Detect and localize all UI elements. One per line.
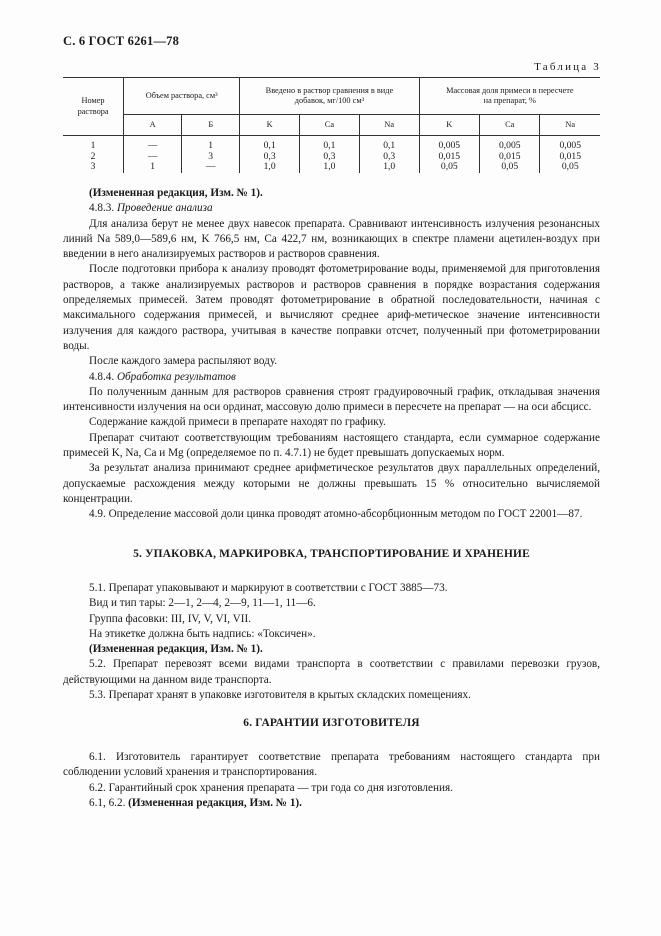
table-cell: 3 bbox=[182, 152, 240, 163]
paragraph: 4.9. Определение массовой доли цинка проводят атомно-абсорбционным методом по ГОСТ 22001—87. bbox=[89, 508, 583, 521]
col-added-header: Введено в раствор сравнения в виде добавок, мг/100 см³ bbox=[240, 78, 419, 115]
paragraph: За результат анализа принимают среднее арифметическое результатов двух параллельных определений, допускаемые расхождения между которыми не должны превышать 15 % относительно вычисляемой концентрации. bbox=[63, 462, 600, 505]
col-number-header: Номер раствора bbox=[63, 78, 124, 136]
table-cell: — bbox=[124, 152, 182, 163]
sub-header: K bbox=[419, 115, 479, 136]
section-6-title: 6. ГАРАНТИИ ИЗГОТОВИТЕЛЯ bbox=[243, 717, 420, 729]
paragraph: 6.1. Изготовитель гарантирует соответствие препарата требованиям настоящего стандарта при соблюдении условий хранения и транспортирования. bbox=[63, 751, 600, 779]
sub-header: Na bbox=[540, 115, 600, 136]
section-5-title: 5. УПАКОВКА, МАРКИРОВКА, ТРАНСПОРТИРОВАНИЕ И ХРАНЕНИЕ bbox=[133, 548, 530, 560]
sub-header: Ca bbox=[300, 115, 360, 136]
table-cell: 1 bbox=[182, 136, 240, 152]
subsection-heading: 4.8.3. Проведение анализа bbox=[89, 202, 213, 215]
paragraph: На этикетке должна быть надпись: «Токсичен». bbox=[89, 627, 316, 640]
table-cell: 2 bbox=[90, 150, 96, 162]
table-cell: 0,3 bbox=[240, 152, 300, 163]
table-cell: — bbox=[182, 162, 240, 173]
table-cell: 0,005 bbox=[419, 136, 479, 152]
paragraph: 6.2. Гарантийный срок хранения препарата — три года со дня изготовления. bbox=[89, 781, 453, 794]
paragraph: После подготовки прибора к анализу проводят фотометрирование воды, применяемой для приготовления растворов, а также анализируемых растворов и растворов сравнения в порядке возрастания содержания определяемых примесей. Затем проводят фотометрирование в обратной последовательности, начиная с максимального содержания примесей, и вычисляют среднее ариф-метическое значение интенсивности излучения для каждого раствора, учитывая в качестве поправки отсчет, полученный при фотометрировании воды. bbox=[63, 263, 600, 352]
col-volume-header: Объем раствора, см³ bbox=[124, 78, 240, 115]
table-row bbox=[63, 162, 600, 173]
sub-header: Ca bbox=[480, 115, 540, 136]
table-cell: 1,0 bbox=[359, 162, 419, 173]
section-4-text bbox=[63, 186, 600, 523]
table-row bbox=[63, 136, 600, 152]
paragraph: По полученным данным для растворов сравнения строят градуировочный график, откладывая значения интенсивности излучения на оси ординат, массовую долю примеси в пересчете на препарат — на оси абсцисс. bbox=[63, 385, 600, 414]
table-caption: Таблица 3 bbox=[534, 61, 601, 73]
section-5-text bbox=[63, 581, 600, 703]
table-cell: 0,3 bbox=[359, 152, 419, 163]
page-header: С. 6 ГОСТ 6261—78 bbox=[63, 34, 180, 48]
table-cell: 0,015 bbox=[480, 152, 540, 163]
paragraph: Для анализа берут не менее двух навесок препарата. Сравнивают интенсивность излучения резонансных линий Na 589,0—589,6 нм, K 766,5 нм, Ca 422,7 нм, возникающих в спектре пламени ацетилен-воздух при введении в него анализируемых растворов и растворов сравнения. bbox=[63, 217, 600, 261]
table-cell: 0,05 bbox=[480, 162, 540, 173]
table-cell: 0,1 bbox=[240, 136, 300, 152]
table-cell: 1 bbox=[90, 140, 96, 152]
table-cell: 1 bbox=[124, 162, 182, 173]
subsection-heading: 4.8.4. Обработка результатов bbox=[89, 370, 236, 383]
paragraph: Группа фасовки: III, IV, V, VI, VII. bbox=[89, 612, 251, 625]
table-cell: 0,05 bbox=[540, 162, 600, 173]
table-cell: 0,005 bbox=[480, 136, 540, 152]
sub-header: Б bbox=[182, 115, 240, 136]
paragraph: 5.3. Препарат хранят в упаковке изготовителя в крытых складских помещениях. bbox=[89, 689, 471, 702]
col-mass-header: Массовая доля примеси в пересчете на препарат, % bbox=[419, 78, 600, 115]
paragraph: Вид и тип тары: 2—1, 2—4, 2—9, 11—1, 11—6. bbox=[89, 597, 316, 610]
sub-header: А bbox=[124, 115, 182, 136]
paragraph: 5.1. Препарат упаковывают и маркируют в соответствии с ГОСТ 3885—73. bbox=[89, 582, 448, 594]
table-cell: 0,015 bbox=[419, 152, 479, 163]
paragraph: Препарат считают соответствующим требованиям настоящего стандарта, если суммарное содержание примесей K, Na, Ca и Mg (определяемое по п. 4.7.1) не будет превышать допускаемых норм. bbox=[63, 431, 600, 460]
table-cell: 3 bbox=[90, 161, 96, 173]
table-cell: — bbox=[124, 136, 182, 152]
amendment-note: (Измененная редакция, Изм. № 1). bbox=[89, 643, 263, 656]
data-table bbox=[63, 77, 600, 173]
table-cell: 0,05 bbox=[419, 162, 479, 173]
paragraph: Содержание каждой примеси в препарате находят по графику. bbox=[89, 416, 386, 429]
section-6-text bbox=[63, 750, 600, 811]
paragraph: 5.2. Препарат перевозят всеми видами транспорта в соответствии с правилами перевозки грузов, действующими на данном виде транспорта. bbox=[63, 658, 600, 686]
amendment-note: (Измененная редакция, Изм. № 1). bbox=[89, 187, 263, 199]
paragraph: 6.1, 6.2. (Измененная редакция, Изм. № 1). bbox=[89, 796, 302, 809]
table-cell: 0,1 bbox=[359, 136, 419, 152]
sub-header: Na bbox=[359, 115, 419, 136]
sub-header: K bbox=[240, 115, 300, 136]
table-cell: 0,3 bbox=[300, 152, 360, 163]
table-cell: 0,1 bbox=[300, 136, 360, 152]
paragraph: После каждого замера распыляют воду. bbox=[89, 355, 278, 368]
table-cell: 0,015 bbox=[540, 152, 600, 163]
table-cell: 1,0 bbox=[300, 162, 360, 173]
table-cell: 0,005 bbox=[540, 136, 600, 152]
table-cell: 1,0 bbox=[240, 162, 300, 173]
